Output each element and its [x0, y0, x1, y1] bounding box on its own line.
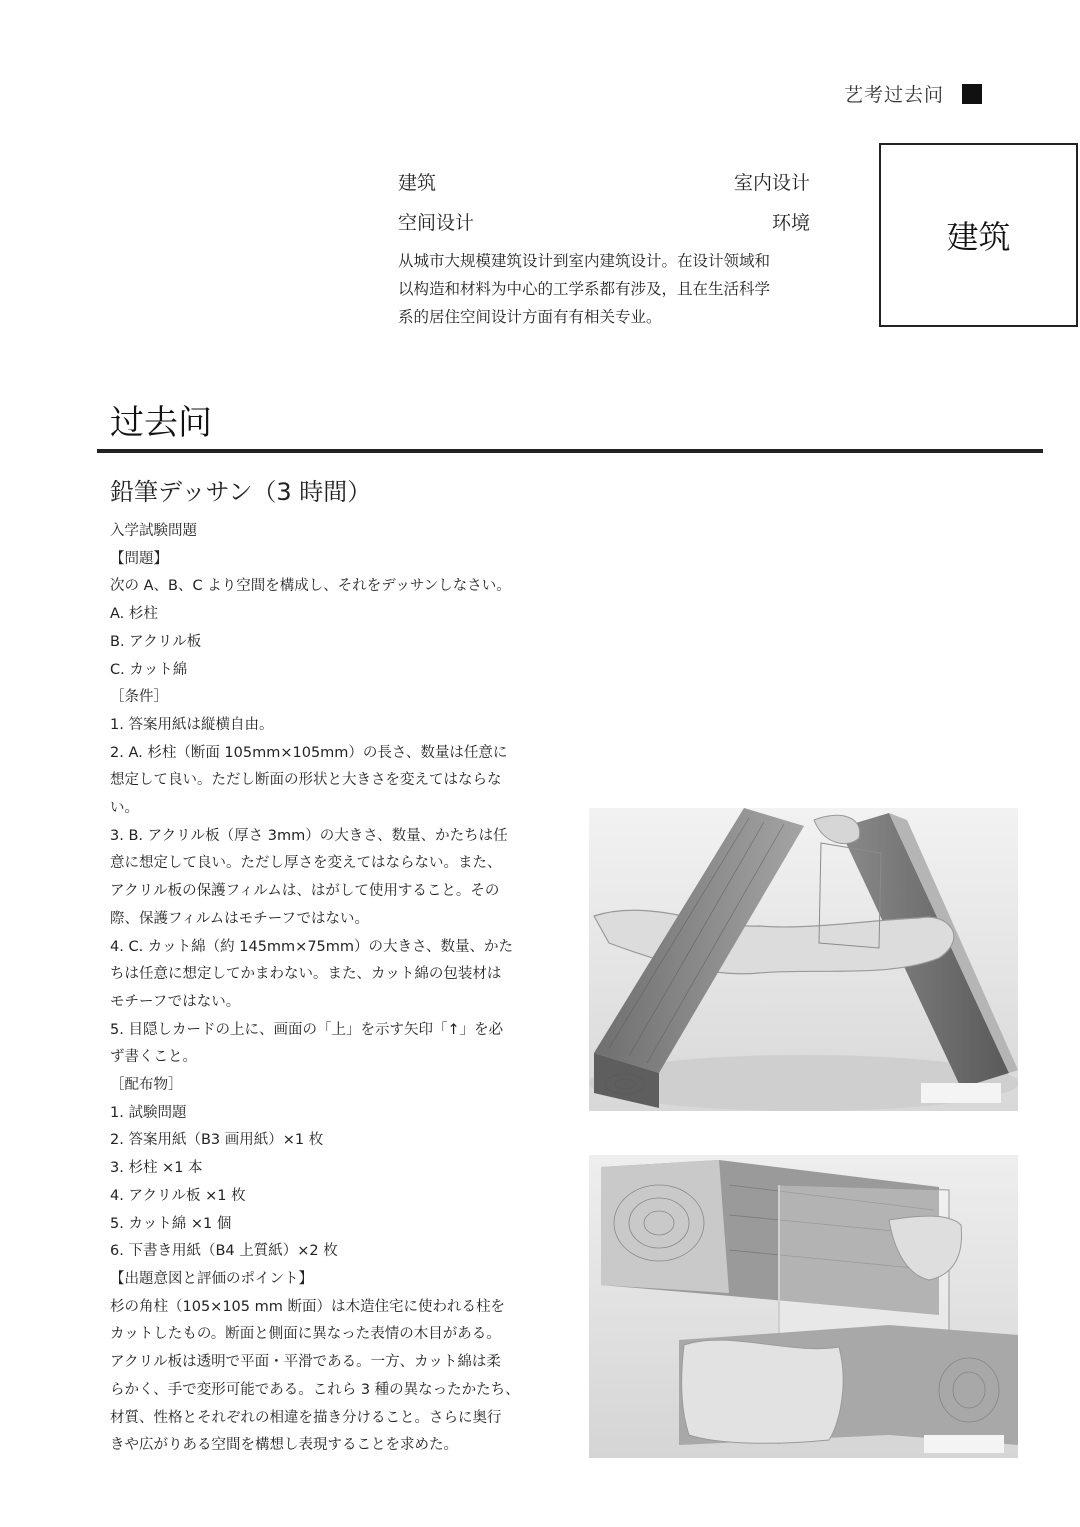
header-square-icon: [962, 84, 982, 104]
body-line: らかく、手で変形可能である。これら 3 種の異なったかたち、: [110, 1381, 520, 1398]
body-line: 際、保護フィルムはモチーフではない。: [110, 910, 369, 927]
sketch-a-frame-drawing: [589, 808, 1018, 1111]
intro-paragraph: [398, 247, 818, 331]
body-line: アクリル板の保護フィルムは、はがして使用すること。その: [110, 883, 500, 900]
section-title: 过去问: [110, 403, 212, 443]
intro-line: 系的居住空间设计方面有有相关专业。: [398, 308, 662, 326]
body-line: A. 杉柱: [110, 606, 158, 623]
intro-line: 从城市大规模建筑设计到室内建筑设计。在设计领域和: [398, 252, 771, 270]
exam-body-text: [110, 518, 550, 1460]
body-line: ［配布物］: [110, 1077, 183, 1094]
pencil-sketch-a-frame: [589, 808, 1018, 1111]
category-box: [879, 143, 1078, 327]
body-line: カットしたもの。断面と側面に異なった表情の木目がある。: [110, 1326, 501, 1343]
body-line: い。: [110, 800, 139, 817]
body-line: B. アクリル板: [110, 633, 202, 650]
pencil-sketch-stacked-beams: [589, 1155, 1018, 1458]
body-line: 5. 目隠しカードの上に、画面の「上」を示す矢印「↑」を必: [110, 1021, 504, 1038]
body-line: 杉の角柱（105×105 mm 断面）は木造住宅に使われる柱を: [110, 1298, 505, 1315]
body-line: 入学試験問題: [110, 523, 197, 539]
header-label: 艺考过去问: [843, 84, 944, 106]
category-box-label: 建筑: [946, 218, 1011, 256]
section-divider: [97, 449, 1043, 453]
category-architecture: 建筑: [398, 172, 437, 194]
body-line: 【問題】: [110, 550, 168, 567]
body-line: 2. A. 杉柱（断面 105mm×105mm）の長さ、数量は任意に: [110, 744, 508, 761]
category-interior-design: 室内设计: [733, 172, 810, 194]
body-line: 想定して良い。ただし断面の形状と大きさを変えてはならな: [110, 772, 502, 789]
body-line: C. カット綿: [110, 661, 188, 678]
category-space-design: 空间设计: [398, 212, 475, 234]
body-line: モチーフではない。: [110, 993, 241, 1010]
body-line: きや広がりある空間を構想し表現することを求めた。: [110, 1437, 458, 1454]
body-line: 材質、性格とそれぞれの相違を描き分けること。さらに奥行: [110, 1409, 502, 1426]
body-line: 4. C. カット綿（約 145mm×75mm）の大きさ、数量、かた: [110, 938, 513, 955]
body-line: 6. 下書き用紙（B4 上質紙）×2 枚: [110, 1243, 338, 1260]
body-line: 1. 答案用紙は縦横自由。: [110, 716, 274, 733]
body-line: 意に想定して良い。ただし厚さを変えてはならない。また、: [110, 855, 502, 872]
exam-title: 鉛筆デッサン（3 時間）: [110, 478, 372, 506]
body-line: 5. カット綿 ×1 個: [110, 1215, 232, 1232]
body-line: 2. 答案用紙（B3 画用紙）×1 枚: [110, 1132, 324, 1149]
body-line: 3. 杉柱 ×1 本: [110, 1160, 203, 1177]
body-line: ちは任意に想定してかまわない。また、カット綿の包装材は: [110, 966, 502, 983]
intro-line: 以构造和材料为中心的工学系都有涉及，且在生活科学: [398, 280, 771, 298]
body-line: 4. アクリル板 ×1 枚: [110, 1187, 246, 1204]
body-line: 1. 試験問題: [110, 1104, 187, 1121]
body-line: 【出題意図と評価のポイント】: [110, 1270, 313, 1287]
body-line: ［条件］: [110, 689, 168, 706]
body-line: アクリル板は透明で平面・平滑である。一方、カット綿は柔: [110, 1354, 501, 1371]
body-line: 3. B. アクリル板（厚さ 3mm）の大きさ、数量、かたちは任: [110, 827, 508, 844]
category-environment: 环境: [771, 212, 810, 234]
body-line: ず書くこと。: [110, 1049, 197, 1066]
body-line: 次の A、B、C より空間を構成し、それをデッサンしなさい。: [110, 578, 511, 595]
sketch-stacked-beams-drawing: [589, 1155, 1018, 1458]
